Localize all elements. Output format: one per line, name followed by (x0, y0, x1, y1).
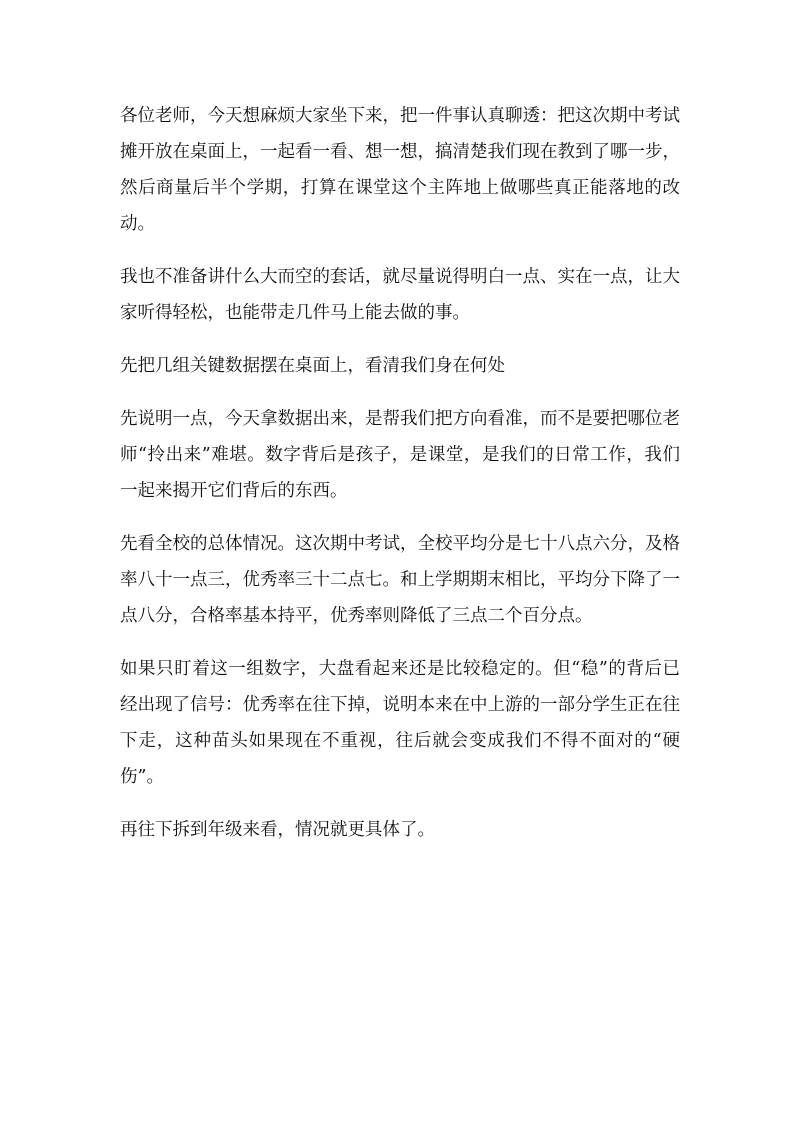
section-heading: 先把几组关键数据摆在桌面上，看清我们身在何处 (120, 356, 505, 376)
paragraph-no-empty-talk: 我也不准备讲什么大而空的套话，就尽量说得明白一点、实在一点，让大家听得轻松，也能带走几件马上能去做的事。 (120, 267, 680, 323)
paragraph-stability-signal: 如果只盯着这一组数字，大盘看起来还是比较稳定的。但“稳”的背后已经出现了信号：优秀率在往下掉，说明本来在中上游的一部分学生正在往下走，这种苗头如果现在不重视，往后就会变成我们不得不面对的“硬伤”。 (120, 659, 680, 787)
document-body (120, 98, 680, 865)
paragraph-data-purpose: 先说明一点，今天拿数据出来，是帮我们把方向看准，而不是要把哪位老师“拎出来”难堪。数字背后是孩子，是课堂，是我们的日常工作，我们一起来揭开它们背后的东西。 (120, 409, 680, 501)
paragraph-intro: 各位老师，今天想麻烦大家坐下来，把一件事认真聊透：把这次期中考试摊开放在桌面上，一起看一看、想一想，搞清楚我们现在教到了哪一步，然后商量后半个学期，打算在课堂这个主阵地上做哪些真正能落地的改动。 (120, 106, 680, 234)
paragraph-school-overall: 先看全校的总体情况。这次期中考试，全校平均分是七十八点六分，及格率八十一点三，优秀率三十二点七。和上学期期末相比，平均分下降了一点八分，合格率基本持平，优秀率则降低了三点二个百分点。 (120, 534, 680, 626)
paragraph-grade-breakdown: 再往下拆到年级来看，情况就更具体了。 (120, 820, 435, 840)
